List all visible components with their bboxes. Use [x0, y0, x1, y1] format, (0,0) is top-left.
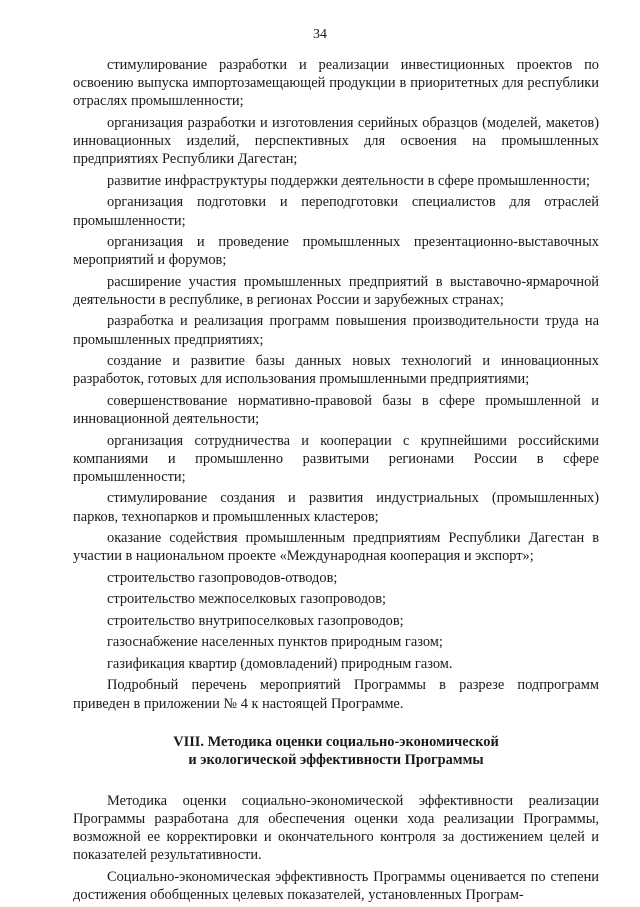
- paragraph: организация разработки и изготовления серийных образцов (моделей, макетов) инновационных изделий, перспективных для освоения на промышленных предприятиях Республики Дагестан;: [73, 114, 599, 168]
- page-body: [73, 56, 599, 907]
- paragraph: совершенствование нормативно-правовой базы в сфере промышленной и инновационной деятельности;: [73, 392, 599, 428]
- paragraph: Подробный перечень мероприятий Программы в разрезе подпрограмм приведен в приложении № 4 к настоящей Программе.: [73, 677, 599, 712]
- paragraph: газоснабжение населенных пунктов природным газом;: [107, 634, 443, 651]
- paragraph: разработка и реализация программ повышения производительности труда на промышленных предприятиях;: [73, 313, 599, 348]
- section-heading: [73, 733, 599, 770]
- paragraph: Социально-экономическая эффективность Программы оценивается по степени достижения обобщенных целевых показателей, установленных Програм-: [73, 868, 599, 903]
- paragraph: строительство газопроводов-отводов;: [107, 569, 338, 586]
- paragraph: оказание содействия промышленным предприятиям Республики Дагестан в участии в национальном проекте «Международная кооперация и экспорт»;: [73, 530, 599, 565]
- paragraph: организация сотрудничества и кооперации с крупнейшими российскими компаниями и промышленно развитыми регионами России в сфере промышленности;: [73, 432, 599, 485]
- paragraph: организация подготовки и переподготовки специалистов для отраслей промышленности;: [73, 194, 599, 229]
- paragraph: строительство межпоселковых газопроводов;: [107, 591, 387, 608]
- paragraph: расширение участия промышленных предприятий в выставочно-ярмарочной деятельности в республике, в регионах России и зарубежных странах;: [73, 273, 599, 308]
- paragraph: организация и проведение промышленных презентационно-выставочных мероприятий и форумов;: [73, 234, 599, 269]
- paragraph: создание и развитие базы данных новых технологий и инновационных разработок, готовых для использования промышленными предприятиями;: [73, 353, 599, 388]
- paragraph: Методика оценки социально-экономической эффективности реализации Программы разработана для обеспечения оценки хода реализации Программы, возможной ее корректировки и окончательного контроля за достижением целей и показателей результативности.: [73, 792, 599, 864]
- paragraph: газификация квартир (домовладений) природным газом.: [107, 655, 453, 672]
- paragraph: стимулирование создания и развития индустриальных (промышленных) парков, технопарков и промышленных кластеров;: [73, 490, 599, 525]
- paragraph: строительство внутрипоселковых газопроводов;: [107, 612, 404, 629]
- page-number: 34: [313, 27, 327, 42]
- section-heading-line: VIII. Методика оценки социально-экономической: [173, 733, 499, 750]
- paragraph: развитие инфраструктуры поддержки деятельности в сфере промышленности;: [107, 172, 590, 189]
- paragraph: стимулирование разработки и реализации инвестиционных проектов по освоению выпуска импортозамещающей продукции в приоритетных для республики отраслях промышленности;: [73, 57, 599, 110]
- section-heading-line: и экологической эффективности Программы: [188, 752, 484, 769]
